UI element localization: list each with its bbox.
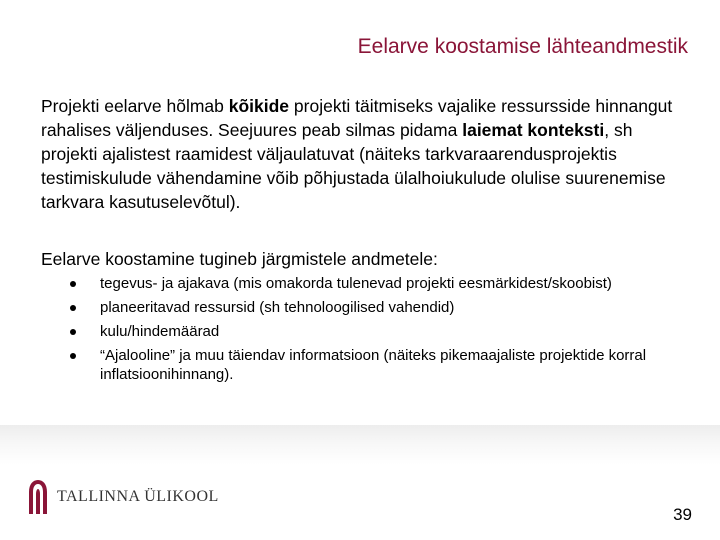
list-item — [70, 346, 680, 384]
paragraph-text-1: Projekti eelarve hõlmab — [41, 96, 229, 116]
bullet-list — [70, 274, 680, 389]
university-logo — [27, 478, 219, 516]
list-item-text: “Ajalooline” ja muu täiendav informatsioon (näiteks pikemaajaliste projektide korral inflatsioonihinnang). — [100, 347, 647, 383]
list-item-text: planeeritavad ressursid (sh tehnoloogilised vahendid) — [100, 299, 455, 316]
paragraph-text-3: , sh projekti ajalistest raamidest väljaulatuvat (näiteks tarkvaraarendusprojektis testimiskulude vähendamine võib põhjustada ülalhoiukulude olulise suurenemise tarkvara kasutuselevõtul). — [41, 120, 666, 212]
list-intro: Eelarve koostamine tugineb järgmistele andmetele: — [41, 249, 438, 269]
list-item-text: tegevus- ja ajakava (mis omakorda tulenevad projekti eesmärkidest/skoobist) — [100, 275, 612, 292]
bullet-icon — [70, 281, 76, 287]
slide-title: Eelarve koostamise lähteandmestik — [357, 35, 688, 58]
body-paragraph — [41, 94, 691, 214]
list-item — [70, 274, 680, 293]
paragraph-bold-2: laiemat konteksti — [462, 120, 605, 140]
page-number: 39 — [673, 505, 692, 524]
bullet-icon — [70, 353, 76, 359]
tallinn-university-arch-icon — [27, 478, 49, 516]
paragraph-text-2: projekti täitmiseks vajalike ressursside hinnangut rahalises väljenduses. Seejuures peab silmas pidama — [41, 96, 673, 140]
logo-text: TALLINNA ÜLIKOOL — [57, 488, 219, 505]
list-item — [70, 298, 680, 317]
list-item — [70, 322, 680, 341]
bullet-icon — [70, 329, 76, 335]
paragraph-bold-1: kõikide — [228, 96, 290, 116]
list-item-text: kulu/hindemäärad — [100, 323, 220, 340]
bullet-icon — [70, 305, 76, 311]
